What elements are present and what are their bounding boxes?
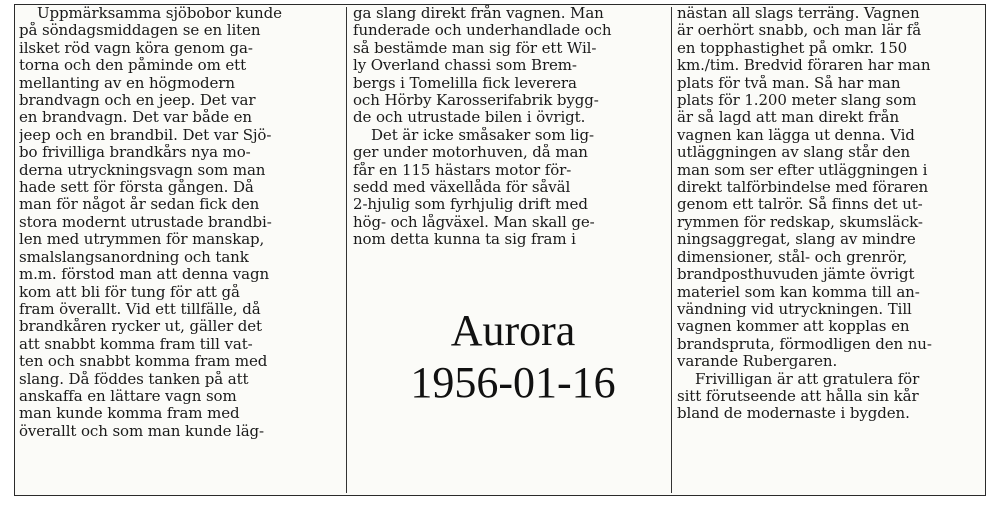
text-line: anskaffa en lättare vagn som [19,387,237,405]
text-line: de och utrustade bilen i övrigt. [353,109,586,127]
text-line: ten och snabbt komma fram med [19,353,268,371]
text-line: och Hörby Karosserifabrik bygg- [353,92,599,110]
text-line: bo frivilliga brandkårs nya mo- [19,144,251,162]
text-line: ga slang direkt från vagnen. Man [353,5,604,22]
column-divider [671,7,672,493]
text-line: nom detta kunna ta sig fram i [353,231,576,249]
text-line: vagnen kommer att kopplas en [677,318,910,336]
text-line: är oerhört snabb, och man lär få [677,22,922,40]
text-line: ningsaggregat, slang av mindre [677,231,916,249]
text-line: sitt förutseende att hålla sin kår [677,387,919,405]
text-line: man som ser efter utläggningen i [677,161,928,179]
text-line: brandvagn och en jeep. Det var [19,92,256,110]
text-line: hög- och lågväxel. Man skall ge- [353,213,595,231]
text-line: plats för 1.200 meter slang som [677,92,917,110]
text-line: ger under motorhuven, då man [353,144,588,162]
text-line: brandkåren rycker ut, gäller det [19,318,262,336]
text-line: ly Overland chassi som Brem- [353,57,577,75]
text-line: utläggningen av slang står den [677,144,911,162]
text-line: m.m. förstod man att denna vagn [19,266,270,284]
text-line: 2-hjulig som fyrhjulig drift med [353,196,588,214]
text-line: brandspruta, förmodligen den nu- [677,335,932,353]
text-line: stora modernt utrustade brandbi- [19,213,272,231]
text-line: direkt talförbindelse med föraren [677,179,929,197]
article-column-2 [353,5,671,249]
text-line: man kunde komma fram med [19,405,240,423]
text-line: varande Rubergaren. [677,353,838,371]
text-line: torna och den påminde om ett [19,57,246,75]
stamp-title: Aurora [450,306,576,355]
text-line: Det är icke småsaker som lig- [371,126,595,144]
article-column-1 [19,5,339,440]
text-line: en topphastighet på omkr. 150 [677,39,908,57]
stamp-date: 1956-01-16 [410,358,616,407]
article-column-3 [677,5,982,423]
archive-stamp [355,305,671,409]
text-line: derna utryckningsvagn som man [19,161,266,179]
text-line: bergs i Tomelilla fick leverera [353,74,577,92]
text-line: jeep och en brandbil. Det var Sjö- [19,126,272,144]
text-line: vändning vid utryckningen. Till [677,300,912,318]
text-line: är så lagd att man direkt från [677,109,900,127]
text-line: smalslangsanordning och tank [19,248,249,266]
text-line: överallt och som man kunde läg- [19,422,265,440]
text-line: man för något år sedan fick den [19,196,260,214]
text-line: sedd med växellåda för såväl [353,179,571,197]
text-line: hade sett för första gången. Då [19,179,254,197]
text-line: mellanting av en högmodern [19,74,235,92]
text-line: materiel som kan komma till an- [677,283,920,301]
text-line: en brandvagn. Det var både en [19,109,252,127]
text-line: vagnen kan lägga ut denna. Vid [677,126,915,144]
text-line: len med utrymmen för manskap, [19,231,265,249]
text-line: dimensioner, stål- och grenrör, [677,248,908,266]
text-line: att snabbt komma fram till vat- [19,335,253,353]
text-line: nästan all slags terräng. Vagnen [677,5,920,22]
text-line: får en 115 hästars motor för- [353,161,572,179]
text-line: funderade och underhandlade och [353,22,612,40]
text-line: så bestämde man sig för ett Wil- [353,39,597,57]
text-line: slang. Då föddes tanken på att [19,370,249,388]
text-line: Uppmärksamma sjöbobor kunde [37,5,282,22]
text-line: km./tim. Bredvid föraren har man [677,57,931,75]
text-line: på söndagsmiddagen se en liten [19,22,261,40]
text-line: Frivilligan är att gratulera för [695,370,920,388]
text-line: kom att bli för tung för att gå [19,283,240,301]
newspaper-clipping [14,4,986,496]
text-line: rymmen för redskap, skumsläck- [677,213,923,231]
text-line: ilsket röd vagn köra genom ga- [19,39,253,57]
text-line: bland de modernaste i bygden. [677,405,910,423]
text-line: brandposthuvuden jämte övrigt [677,266,915,284]
text-line: genom ett talrör. Så finns det ut- [677,196,923,214]
text-line: fram överallt. Vid ett tillfälle, då [19,300,261,318]
text-line: plats för två man. Så har man [677,74,901,92]
column-divider [346,7,347,493]
